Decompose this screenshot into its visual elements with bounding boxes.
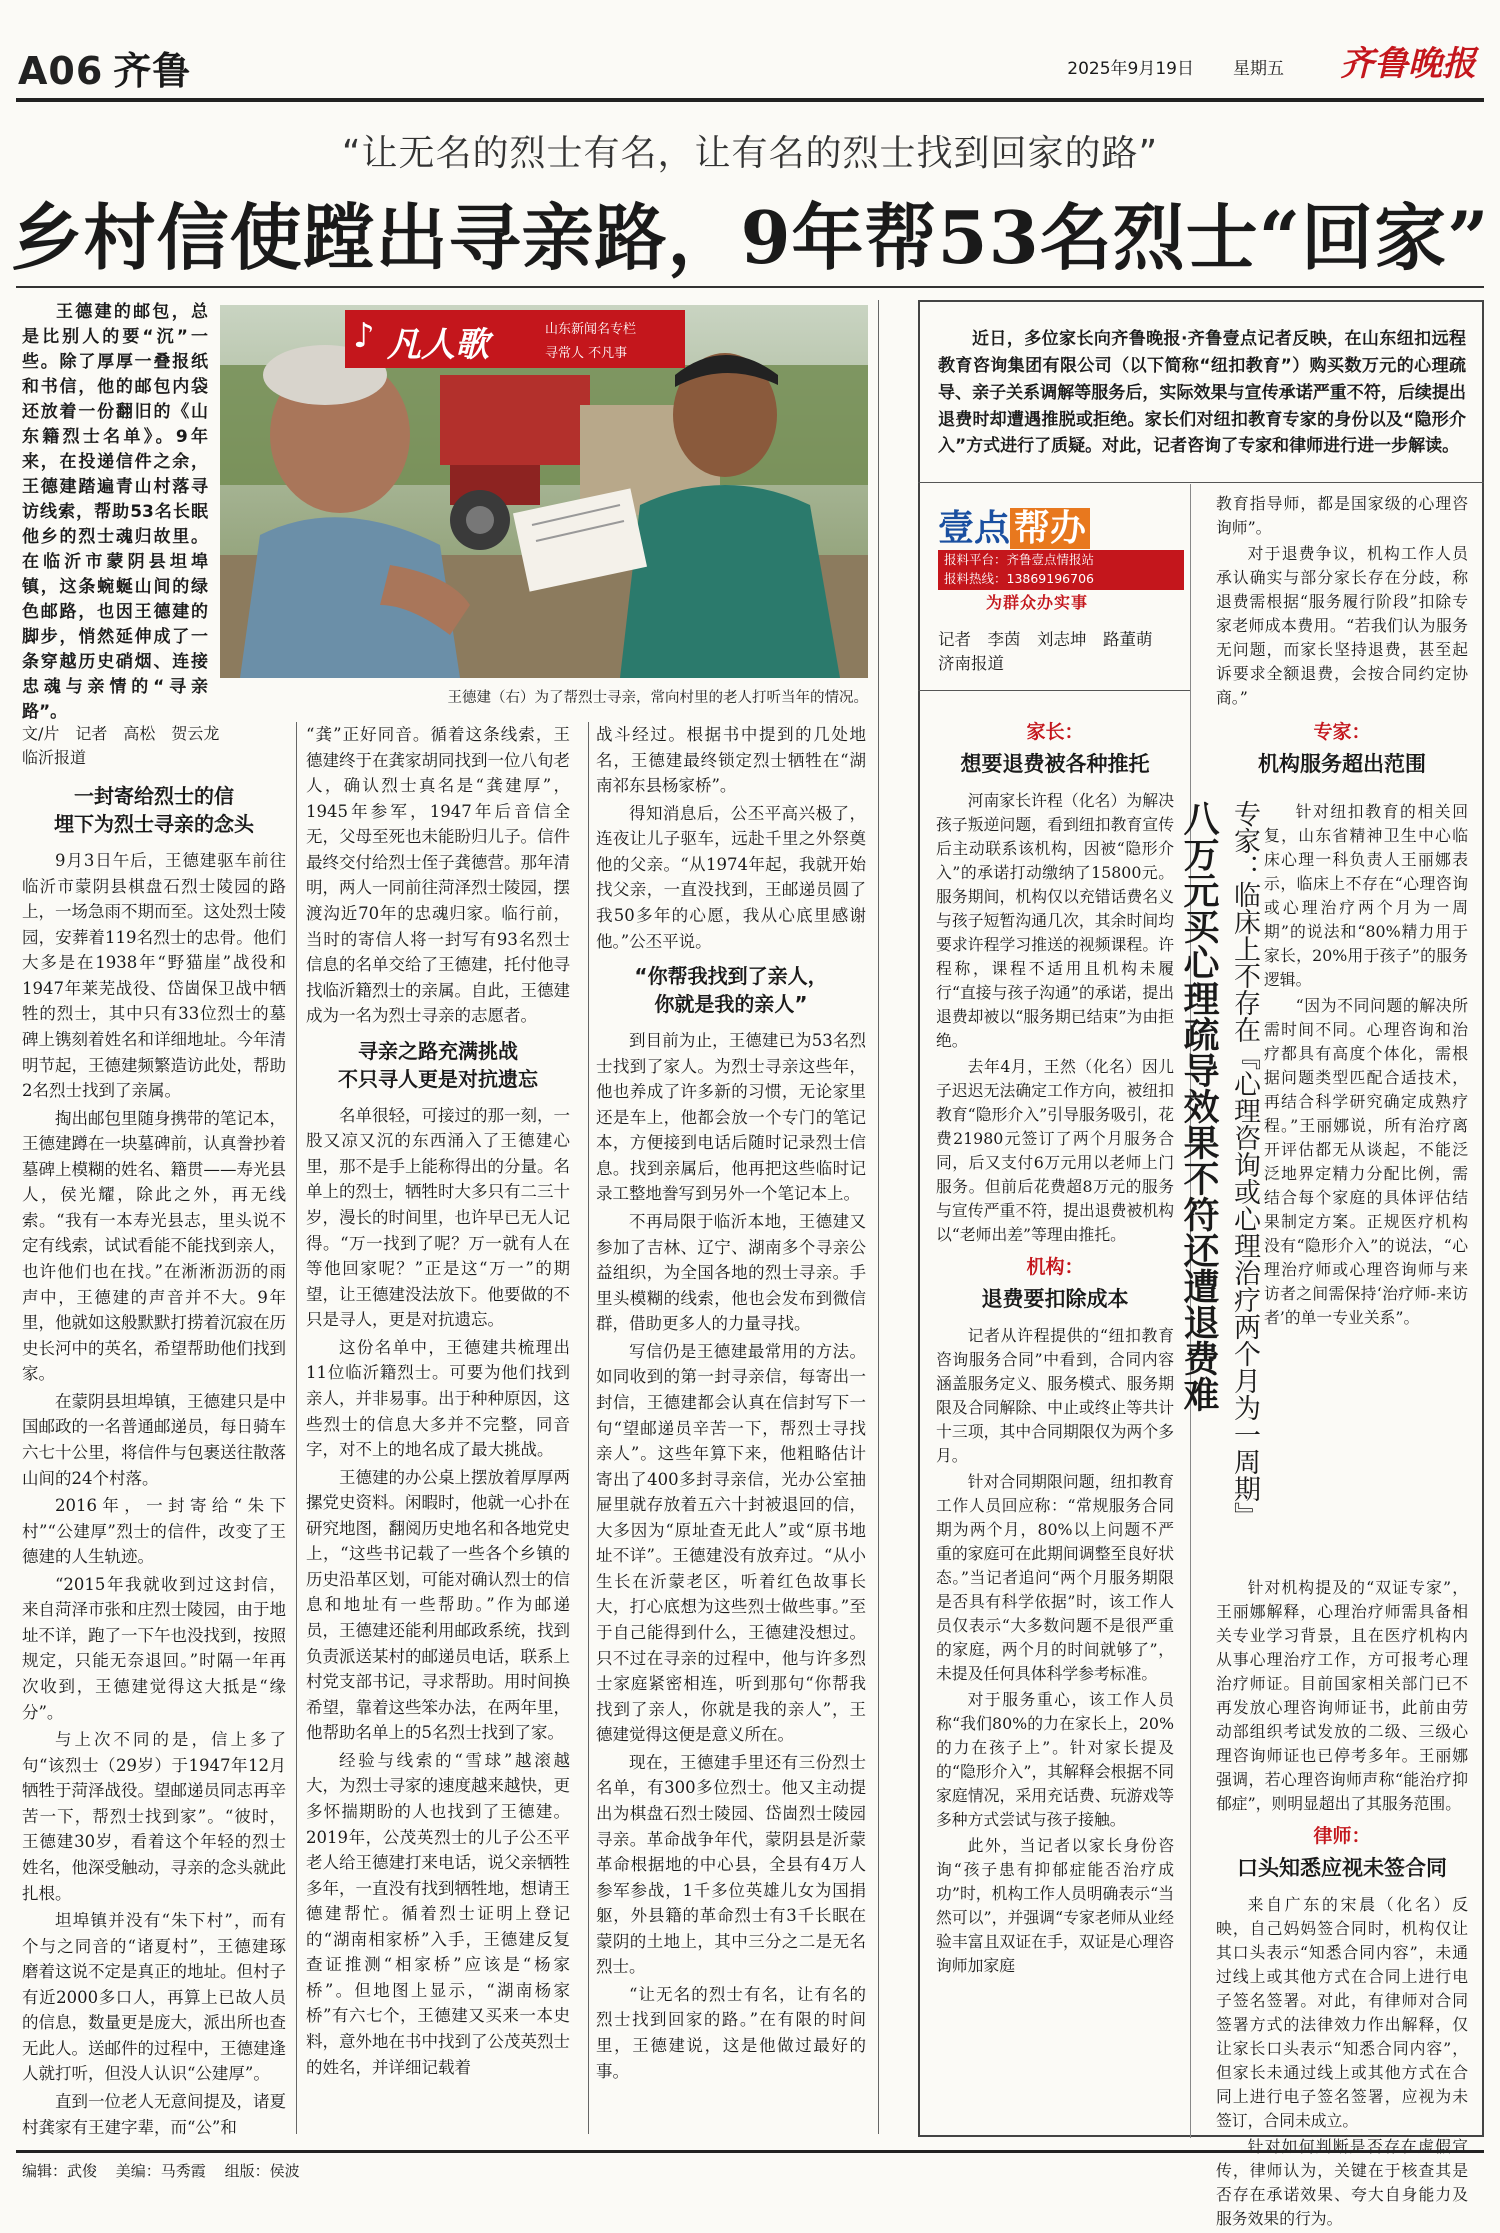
paragraph: 这份名单中，王德建共梳理出11位临沂籍烈士。可要为他们找到亲人，并非易事。出于种种原因，这些烈士的信息大多并不完整，同音字，对不上的地名成了最大挑战。 — [306, 1337, 570, 1460]
paragraph: 2016年，一封寄给“朱下村”“公建厚”烈士的信件，改变了王德建的人生轨迹。 — [22, 1496, 286, 1567]
logo-line-2: 报料热线：13869196706 — [944, 570, 1094, 586]
side-byline — [938, 628, 1188, 676]
side-vertical-subtitle: 专家：临床上不存在『心理咨询或心理治疗两个月为一周期』 — [1229, 800, 1260, 1529]
column-badge-slogan: 寻常人 不凡事 — [545, 346, 628, 361]
page-footer — [22, 2160, 314, 2181]
paragraph: 此外，当记者以家长身份咨询“孩子患有抑郁症能否治疗成功”时，机构工作人员明确表示“当然可以”，并强调“专家老师从业经验丰富且双证在手，双证是心理咨询师加家庭 — [936, 1835, 1174, 1975]
byline — [22, 722, 292, 770]
article-column-3 — [596, 722, 866, 2086]
parent-heading: 想要退费被各种推托 — [960, 751, 1150, 776]
column-divider — [296, 722, 297, 2134]
page-number: A06 — [18, 49, 104, 93]
paragraph: 记者从许程提供的“纽扣教育咨询服务合同”中看到，合同内容涵盖服务定义、服务模式、服务期限及合同解除、中止或终止等共计十三项，其中合同期限仅为两个多月。 — [936, 1325, 1174, 1465]
paragraph: 针对如何判断是否存在虚假宣传，律师认为，关键在于核查其是否存在承诺效果、夸大自身能力及服务效果的行为。 — [1216, 2136, 1468, 2228]
paragraph: 经验与线索的“雪球”越滚越大，为烈士寻家的速度越来越快，更多怀揣期盼的人也找到了王德建。2019年，公茂英烈士的儿子公丕平老人给王德建打来电话，说父亲牺牲多年，一直没有找到牺牲地，想请王德建帮忙。循着烈士证明上登记的“湖南相家桥”入手，王德建反复查证推测“相家桥”应该是“杨家桥”。但地图上显示，“湖南杨家桥”有六七个，王德建又买来一本史料，意外地在书中找到了公茂英烈士的姓名，并详细记载着 — [306, 1750, 570, 2077]
intro-text: 近日，多位家长向齐鲁晚报·齐鲁壹点记者反映，在山东纽扣远程教育咨询集团有限公司（以下简称“纽扣教育”）购买数万元的心理疏导、亲子关系调解等服务后，实际效果与宣传承诺严重不符，后续提出退费时却遭遇推脱或拒绝。家长们对纽扣教育专家的身份以及“隐形介入”方式进行了质疑。对此，记者咨询了专家和律师进行进一步解读。 — [938, 329, 1466, 457]
article-kicker: “让无名的烈士有名，让有名的烈士找到回家的路” — [341, 133, 1159, 174]
lawyer-category: 律师： — [1313, 1825, 1371, 1847]
byline-reporters: 文/片 记者 高松 贺云龙 — [22, 724, 220, 743]
side-column-2-lower — [1216, 1576, 1468, 2233]
paragraph: 对于服务重心，该工作人员称“我们80%的力在家长上，20%的力在孩子上”。针对家长提及的“隐形介入”，其解释会根据不同家庭情况，采用充话费、玩游戏等多种方式尝试与孩子接触。 — [936, 1689, 1174, 1829]
paper-logo: 齐鲁晚报 — [1340, 44, 1476, 84]
side-byline-reporters: 记者 李茵 刘志坤 路董萌 — [938, 630, 1153, 649]
photo-caption: 王德建（右）为了帮烈士寻亲，常向村里的老人打听当年的情况。 — [447, 690, 868, 706]
logo-line-1: 报料平台：齐鲁壹点情报站 — [944, 552, 1095, 567]
issue-weekday: 星期五 — [1233, 59, 1284, 79]
footer-rule — [16, 2150, 1484, 2153]
side-article-intro — [938, 326, 1466, 460]
paragraph: 针对纽扣教育的相关回复，山东省精神卫生中心临床心理一科负责人王丽娜表示，临床上不存在“心理咨询或心理治疗两个月为一周期”的说法和“80%精力用于家长，20%用于孩子”的服务逻辑。 — [1264, 802, 1468, 989]
paragraph: 与上次不同的是，信上多了句“该烈士（29岁）于1947年12月牺牲于菏泽战役。望邮递员同志再辛苦一下，帮烈士找到家”。“彼时，王德建30岁，看着这个年轻的烈士姓名，他深受触动，寻亲的念头就此扎根。 — [22, 1730, 286, 1903]
page-header — [16, 30, 1484, 102]
logo-slogan: 为群众办实事 — [986, 593, 1089, 612]
agency-category: 机构： — [1026, 1255, 1084, 1278]
column-divider — [588, 722, 589, 2134]
byline-rule — [918, 690, 1190, 691]
footer-proof: 组版：侯波 — [224, 2162, 300, 2180]
paragraph: 教育指导师，都是国家级的心理咨询师”。 — [1216, 494, 1468, 537]
paragraph: 王德建的办公桌上摆放着厚厚两摞党史资料。闲暇时，他就一心扑在研究地图，翻阅历史地名和各地党史上，“这些书记载了一些各个乡镇的历史沿革区划，可能对确认烈士的信息和地址有一些帮助。”作为邮递员，王德建还能利用邮政系统，找到负责派送某村的邮递员电话，联系上村党支部书记，寻求帮助。用时间换希望，靠着这些笨办法，在两年里，他帮助名单上的5名烈士找到了家。 — [306, 1467, 570, 1743]
lead-paragraph: 王德建的邮包，总是比别人的要“沉”一些。除了厚厚一叠报纸和书信，他的邮包内袋还放着一份翻旧的《山东籍烈士名单》。9年来，在投递信件之余，王德建踏遍青山村落寻访线索，帮助53名长眠他乡的烈士魂归故里。在临沂市蒙阴县坦埠镇，这条蜿蜒山间的绿色邮路，也因王德建的脚步，悄然延伸成了一条穿越历史硝烟、连接忠魂与亲情的“寻亲路”。 — [22, 302, 208, 722]
paragraph: 针对机构提及的“双证专家”，王丽娜解释，心理治疗师需具备相关专业学习背景，且在医疗机构内从事心理治疗工作，方可报考心理治疗师证。目前国家相关部门已不再发放心理咨询师证书，此前由劳动部组织考试发放的二级、三级心理咨询师证也已停考多年。王丽娜强调，若心理咨询师声称“能治疗抑郁症”，则明显超出了其服务范围。 — [1216, 1578, 1468, 1813]
side-column-1 — [936, 718, 1174, 1980]
section-label — [18, 40, 191, 95]
column-badge-subtitle: 山东新闻名专栏 — [545, 322, 637, 337]
side-column-2-expert — [1264, 800, 1468, 1332]
paragraph: 不再局限于临沂本地，王德建又参加了吉林、辽宁、湖南多个寻亲公益组织，为全国各地的烈士寻亲。手里头模糊的线索，他也会发布到微信群，借助更多人的力量寻找。 — [596, 1212, 866, 1334]
paragraph: 在蒙阴县坦埠镇，王德建只是中国邮政的一名普通邮递员，每日骑车六七十公里，将信件与包裹送往散落山间的24个村落。 — [22, 1391, 286, 1488]
paragraph: “因为不同问题的解决所需时间不同。心理咨询和治疗都具有高度个体化，需根据问题类型匹配合适技术，再结合科学研究确定成熟疗程。”王丽娜说，所有治疗离开评估都无从谈起，不能泛泛地界定精力分配比例，需结合每个家庭的具体评估结果制定方案。正规医疗机构没有“隐形介入”的说法，“心理治疗师或心理咨询师与来访者之间需保持‘治疗师-来访者’的单一专业关系”。 — [1264, 996, 1468, 1327]
logo-brand-a: 壹点 — [938, 508, 1011, 549]
paragraph: 到目前为止，王德建已为53名烈士找到了家人。为烈士寻亲这些年，他也养成了许多新的习惯，无论家里还是车上，他都会放一个专门的笔记本，方便接到电话后随时记录烈士信息。找到亲属后，他再把这些临时记录工整地誊写到另外一个笔记本上。 — [596, 1031, 866, 1204]
agency-heading: 退费要扣除成本 — [981, 1286, 1129, 1311]
column-badge — [345, 310, 685, 368]
music-note-icon: ♪ — [353, 316, 375, 356]
paragraph: “龚”正好同音。循着这条线索，王德建终于在龚家胡同找到一位八旬老人，确认烈士真名是“龚建厚”，1945年参军，1947年后音信全无，父母至死也未能盼归儿子。信件最终交付给烈士侄子龚德营。那年清明，两人一同前往菏泽烈士陵园，摆渡沟近70年的忠魂归家。临行前，当时的寄信人将一封写有93名烈士信息的名单交给了王德建，托付他寻找临沂籍烈士的亲属。自此，王德建成为一名为烈士寻亲的志愿者。 — [306, 725, 570, 1026]
headline-rule — [16, 286, 1484, 288]
paragraph: 9月3日午后，王德建驱车前往临沂市蒙阴县棋盘石烈士陵园的路上，一场急雨不期而至。这处烈士陵园，安葬着119名烈士的忠骨。他们大多是在1938年“野猫崖”战役和1947年莱芜战役、岱崮保卫战中牺牲的烈士，其中只有33位烈士的墓碑上镌刻着姓名和详细地址。今年清明节起，王德建频繁造访此处，帮助2名烈士找到了亲属。 — [22, 851, 286, 1101]
side-byline-location: 济南报道 — [938, 653, 1004, 673]
side-column-2-top — [1216, 492, 1468, 789]
parent-category: 家长： — [1026, 721, 1084, 743]
paragraph: 掏出邮包里随身携带的笔记本，王德建蹲在一块墓碑前，认真誊抄着墓碑上模糊的姓名、籍贯——寿光县人，侯光耀，除此之外，再无线索。“我有一本寿光县志，里头说不定有线索，试试看能不能找到亲人，也许他们也在找。”在淅淅沥沥的雨声中，王德建的声音并不大。9年里，他就如这般默默打捞着沉寂在历史长河中的英名，希望帮助他们找到家。 — [22, 1108, 286, 1384]
paragraph: “2015年我就收到过这封信，来自菏泽市张和庄烈士陵园，由于地址不详，跑了一下午也没找到，按照规定，只能无奈退回。”时隔一年再次收到，王德建觉得这大抵是“缘分”。 — [22, 1574, 286, 1722]
footer-editor: 编辑：武俊 — [22, 2162, 98, 2180]
issue-date: 2025年9月19日 — [1067, 59, 1194, 79]
column-badge-title: 凡人歌 — [387, 325, 489, 365]
paragraph: “让无名的烈士有名，让有名的烈士找到回家的路。”在有限的时间里，王德建说，这是他做过最好的事。 — [596, 1984, 866, 2081]
article-column-1 — [22, 782, 286, 2142]
expert-heading: 机构服务超出范围 — [1258, 751, 1426, 776]
expert-category: 专家： — [1313, 721, 1371, 743]
paragraph: 去年4月，王然（化名）因儿子迟迟无法确定工作方向，被纽扣教育“隐形介入”引导服务吸引，花费21980元签订了两个月服务合同，后又支付6万元用以老师上门服务。但前后花费超8万元的服务与宣传严重不符，提出退费被机构以“老师出差”等理由推托。 — [936, 1056, 1174, 1244]
byline-location: 临沂报道 — [22, 748, 87, 767]
article-headline: 乡村信使蹚出寻亲路，9年帮53名烈士“回家” — [10, 195, 1490, 280]
side-vertical-title: 八万元买心理疏导效果不符还遭退费难 — [1178, 800, 1219, 1412]
paragraph: 河南家长许程（化名）为解决孩子叛逆问题，看到纽扣教育宣传后主动联系该机构，因被“隐形介入”的承诺打动缴纳了15800元。服务期间，机构仅以充错话费名义与孩子短暂沟通几次，其余时间均要求许程学习推送的视频课程。许程称，课程不适用且机构未履行“直接与孩子沟通”的承诺，提出退费却被以“服务期已结束”为由拒绝。 — [936, 790, 1174, 1050]
paragraph: 坦埠镇并没有“朱下村”，而有个与之同音的“诸夏村”，王德建琢磨着这说不定是真正的地址。但村子有近2000多口人，再算上已故人员的信息，数量更是庞大，派出所也查无此人。送邮件的过程中，王德建逢人就打听，但没人认识“公建厚”。 — [22, 1911, 286, 2084]
logo-brand-b: 帮办 — [1010, 508, 1090, 549]
paragraph: 对于退费争议，机构工作人员承认确实与部分家长存在分歧，称退费需根据“服务履行阶段”扣除专家老师成本费用。“若我们认为服务无问题，而家长坚持退费，甚至起诉要求全额退费，会按合同约定协商。” — [1216, 544, 1468, 707]
section-name: 齐鲁 — [113, 49, 192, 93]
intro-rule — [918, 482, 1484, 483]
paragraph: 直到一位老人无意间提及，诸夏村龚家有王建字辈，而“公”和 — [22, 2092, 286, 2137]
subheading-1: 一封寄给烈士的信 埋下为烈士寻亲的念头 — [54, 784, 254, 836]
paragraph: 现在，王德建手里还有三份烈士名单，有300多位烈士。他又主动提出为棋盘石烈士陵园、岱崮烈士陵园寻亲。革命战争年代，蒙阴县是沂蒙革命根据地的中心县，全县有4万人参军参战，1千多位英雄儿女为国捐躯，外县籍的革命烈士有3千长眠在蒙阴的土地上，其中三分之二是无名烈士。 — [596, 1752, 866, 1977]
article-column-2 — [306, 722, 570, 2082]
paragraph: 得知消息后，公丕平高兴极了，连夜让儿子驱车，远赴千里之外祭奠他的父亲。“从1974年起，我就开始找父亲，一直没找到，王邮递员圆了我50多年的心愿，我从心底里感谢他。”公丕平说。 — [596, 803, 866, 951]
paragraph: 名单很轻，可接过的那一刻，一股又凉又沉的东西涌入了王德建心里，那不是手上能称得出的分量。名单上的烈士，牺牲时大多只有二三十岁，漫长的时间里，也许早已无人记得。“万一找到了呢？万一就有人在等他回家呢？”正是这“万一”的期望，让王德建没法放下。他要做的不只是寻人，更是对抗遗忘。 — [306, 1105, 570, 1330]
lawyer-heading: 口头知悉应视未签合同 — [1237, 1855, 1447, 1880]
subheading-3: “你帮我找到了亲人， 你就是我的亲人” — [634, 964, 828, 1017]
subheading-2: 寻亲之路充满挑战 不只寻人更是对抗遗忘 — [338, 1038, 538, 1091]
paragraph: 写信仍是王德建最常用的方法。如同收到的第一封寻亲信，每寄出一封信，王德建都会认真在信封写下一句“望邮递员辛苦一下，帮烈士寻找亲人”。这些年算下来，他粗略估计寄出了400多封寻亲信，光办公室抽屉里就存放着五六十封被退回的信，大多因为“原址查无此人”或“原书地址不详”。王德建没有放弃过。“从小生长在沂蒙老区，听着红色故事长大，打心底想为这些烈士做些事。”至于自己能得到什么，王德建没想过。只不过在寻亲的过程中，他与许多烈士家庭紧密相连，听到那句“你帮我找到了亲人，你就是我的亲人”，王德建觉得这便是意义所在。 — [596, 1341, 866, 1745]
column-divider — [878, 300, 879, 2134]
footer-art: 美编：马秀霞 — [115, 2162, 206, 2180]
paragraph: 来自广东的宋晨（化名）反映，自己妈妈签合同时，机构仅让其口头表示“知悉合同内容”，未通过线上或其他方式在合同上进行电子签名签署。对此，有律师对合同签署方式的法律效力作出解释，仅让家长口头表示“知悉合同内容”，但家长未通过线上或其他方式在合同上进行电子签名签署，应视为未签订，合同未成立。 — [1216, 1894, 1468, 2130]
article-lead — [22, 300, 208, 725]
paragraph: 针对合同期限问题，纽扣教育工作人员回应称：“常规服务合同期为两个月，80%以上问题不严重的家庭可在此期间调整至良好状态。”当记者追问“两个月服务期限是否具有科学依据”时，该工作人员仅表示“大多数问题不是很严重的家庭，两个月的时间就够了”，未提及任何具体科学参考标准。 — [936, 1471, 1174, 1683]
yidian-bangban-logo — [938, 500, 1188, 612]
paragraph: 战斗经过。根据书中提到的几处地名，王德建最终锁定烈士牺牲在“湖南祁东县杨家桥”。 — [596, 725, 866, 796]
